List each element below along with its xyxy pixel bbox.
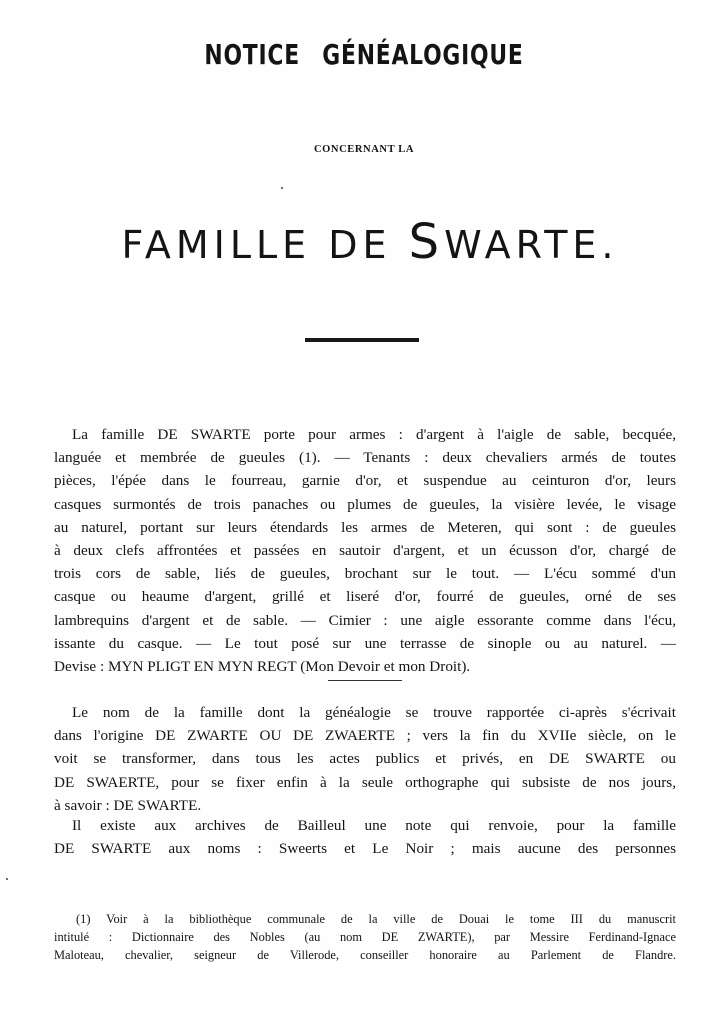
paragraph-line: casque ou heaume d'argent, grillé et liseré d'or, fourré de gueules, orné de ses [54,588,676,606]
family-title-rest: WARTE. [444,223,619,267]
footnote-line: intitulé : Dictionnaire des Nobles (au nom DE ZWARTE), par Messire Ferdinand-Ignace [54,930,676,944]
title-divider [305,338,419,342]
paragraph-line: DE SWAERTE, pour se fixer enfin à la seule orthographe qui subsiste de nos jours, [54,773,676,791]
section-divider [328,680,402,681]
paragraph-line: casques surmontés de trois panaches ou plumes de gueules, la visière levée, le visage [54,495,676,513]
paragraph-line: au naturel, portant sur leurs étendards les armes de Meteren, qui sont : de gueules [54,518,676,536]
family-title-prefix: FAMILLE DE [121,223,409,267]
speck-mark [6,878,8,880]
paragraph-line: Il existe aux archives de Bailleul une note qui renvoie, pour la famille [72,817,676,834]
paragraph-line: dans l'origine DE ZWARTE OU DE ZWAERTE ; vers la fin du XVIIe siècle, on le [54,727,676,745]
paragraph-line: pièces, l'épée dans le fourreau, garnie d'or, et suspendue au ceinturon d'or, leurs [54,472,676,490]
paragraph-line: DE SWARTE aux noms : Sweerts et Le Noir ; mais aucune des personnes [54,840,676,858]
footnote [54,910,676,964]
paragraph-line: lambrequins d'argent et de sable. — Cimier : une aigle essorante comme dans l'écu, [54,611,676,629]
family-title [0,214,728,270]
paragraph-line: voit se transformer, dans tous les actes publics et privés, en DE SWARTE ou [54,750,676,768]
paragraph-name-origin [54,701,676,817]
paragraph-line: à savoir : DE SWARTE. [54,796,202,814]
paragraph-arms [54,423,676,678]
paragraph-line: issante du casque. — Le tout posé sur une terrasse de sinople ou au naturel. — [54,634,676,652]
paragraph-line: Le nom de la famille dont la généalogie se trouve rapportée ci-après s'écrivait [72,704,676,721]
family-title-initial: S [408,214,445,270]
footnote-line: Maloteau, chevalier, seigneur de Villerode, conseiller honoraire au Parlement de Flandre. [54,948,676,962]
footnote-line: (1) Voir à la bibliothèque communale de la ville de Douai le tome III du manuscrit [76,912,676,926]
page-subtitle: CONCERNANT LA [313,144,415,155]
paragraph-line: La famille DE SWARTE porte pour armes : d'argent à l'aigle de sable, becquée, [72,426,676,443]
paragraph-line: Devise : MYN PLIGT EN MYN REGT (Mon Devoir et mon Droit). [54,658,471,676]
paragraph-archives [54,814,676,860]
paragraph-line: à deux clefs affrontées et passées en sautoir d'argent, et un écusson d'or, chargé de [54,542,676,560]
speck-mark [281,187,283,189]
paragraph-line: languée et membrée de gueules (1). — Tenants : deux chevaliers armés de toutes [54,449,676,467]
paragraph-line: trois cors de sable, liés de gueules, brochant sur le tout. — L'écu sommé d'un [54,565,676,583]
page-title: NOTICE GÉNÉALOGIQUE [204,38,524,71]
